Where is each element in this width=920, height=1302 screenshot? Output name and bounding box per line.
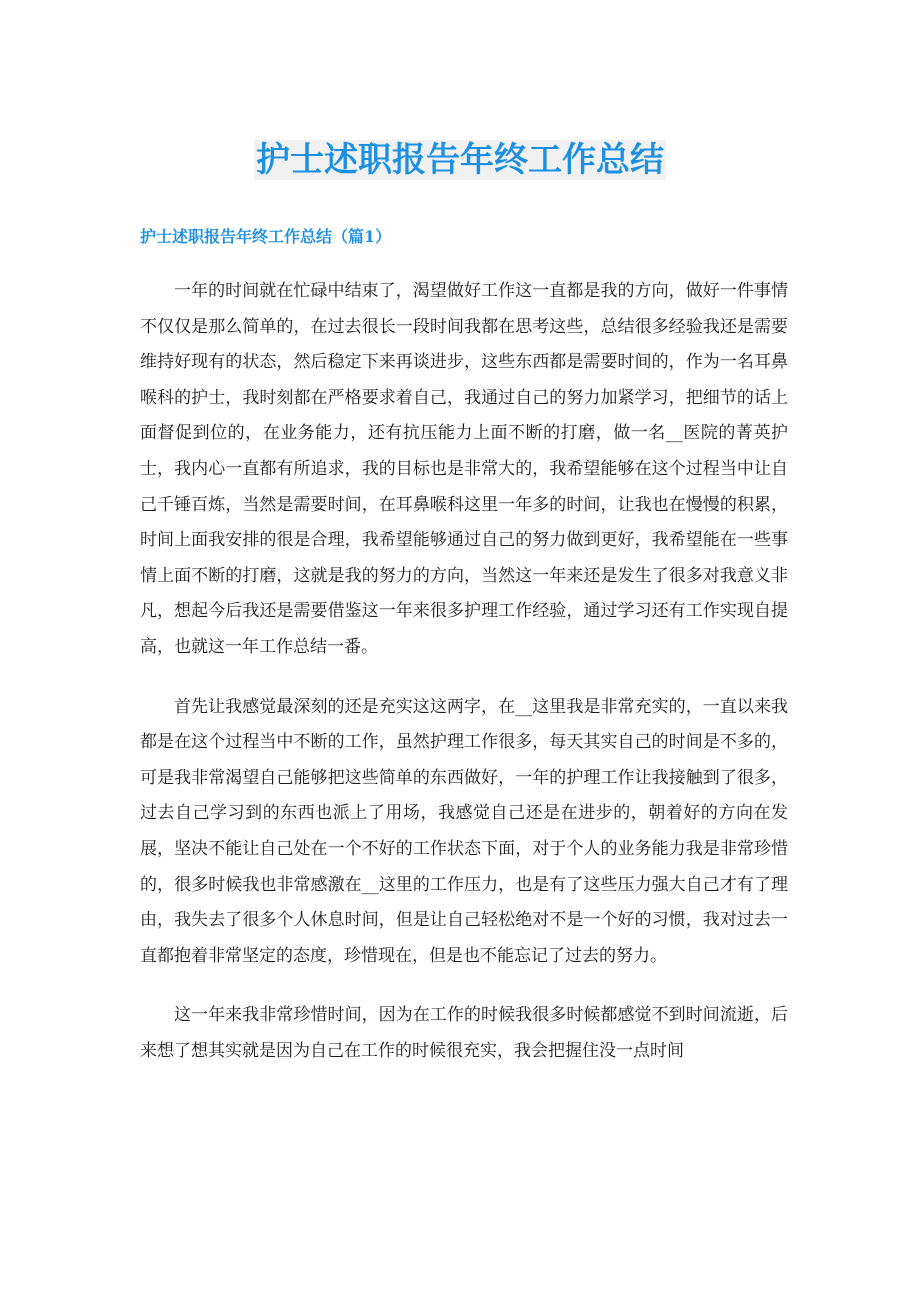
document-title (0, 136, 920, 184)
body-paragraph-2: 首先让我感觉最深刻的还是充实这这两字，在__这里我是非常充实的，一直以来我都是在这个过程当中不断的工作，虽然护理工作很多，每天其实自己的时间是不多的，可是我非常渴望自己能够把这些简单的东西做好，一年的护理工作让我接触到了很多，过去自己学习到的东西也派上了用场，我感觉自己还是在进步的，朝着好的方向在发展，坚决不能让自己处在一个不好的工作状态下面，对于个人的业务能力我是非常珍惜的，很多时候我也非常感激在__这里的工作压力，也是有了这些压力强大自己才有了理由，我失去了很多个人休息时间，但是让自己轻松绝对不是一个好的习惯，我对过去一直都抱着非常坚定的态度，珍惜现在，但是也不能忘记了过去的努力。 (140, 696, 788, 966)
body-paragraph-3: 这一年来我非常珍惜时间，因为在工作的时候我很多时候都感觉不到时间流逝，后来想了想其实就是因为自己在工作的时候很充实，我会把握住没一点时间 (140, 1005, 788, 1061)
section-heading: 护士述职报告年终工作总结（篇1） (140, 227, 392, 246)
document-body (140, 274, 788, 1093)
body-paragraph-1: 一年的时间就在忙碌中结束了，渴望做好工作这一直都是我的方向，做好一件事情不仅仅是那么简单的，在过去很长一段时间我都在思考这些，总结很多经验我还是需要维持好现有的状态，然后稳定下来再谈进步，这些东西都是需要时间的，作为一名耳鼻喉科的护士，我时刻都在严格要求着自己，我通过自己的努力加紧学习，把细节的话上面督促到位的，在业务能力，还有抗压能力上面不断的打磨，做一名__医院的菁英护士，我内心一直都有所追求，我的目标也是非常大的，我希望能够在这个过程当中让自己千锤百炼，当然是需要时间，在耳鼻喉科这里一年多的时间，让我也在慢慢的积累，时间上面我安排的很是合理，我希望能够通过自己的努力做到更好，我希望能在一些事情上面不断的打磨，这就是我的努力的方向，当然这一年来还是发生了很多对我意义非凡，想起今后我还是需要借鉴这一年来很多护理工作经验，通过学习还有工作实现自提高，也就这一年工作总结一番。 (140, 281, 788, 657)
document-title-text: 护士述职报告年终工作总结 (256, 140, 664, 180)
